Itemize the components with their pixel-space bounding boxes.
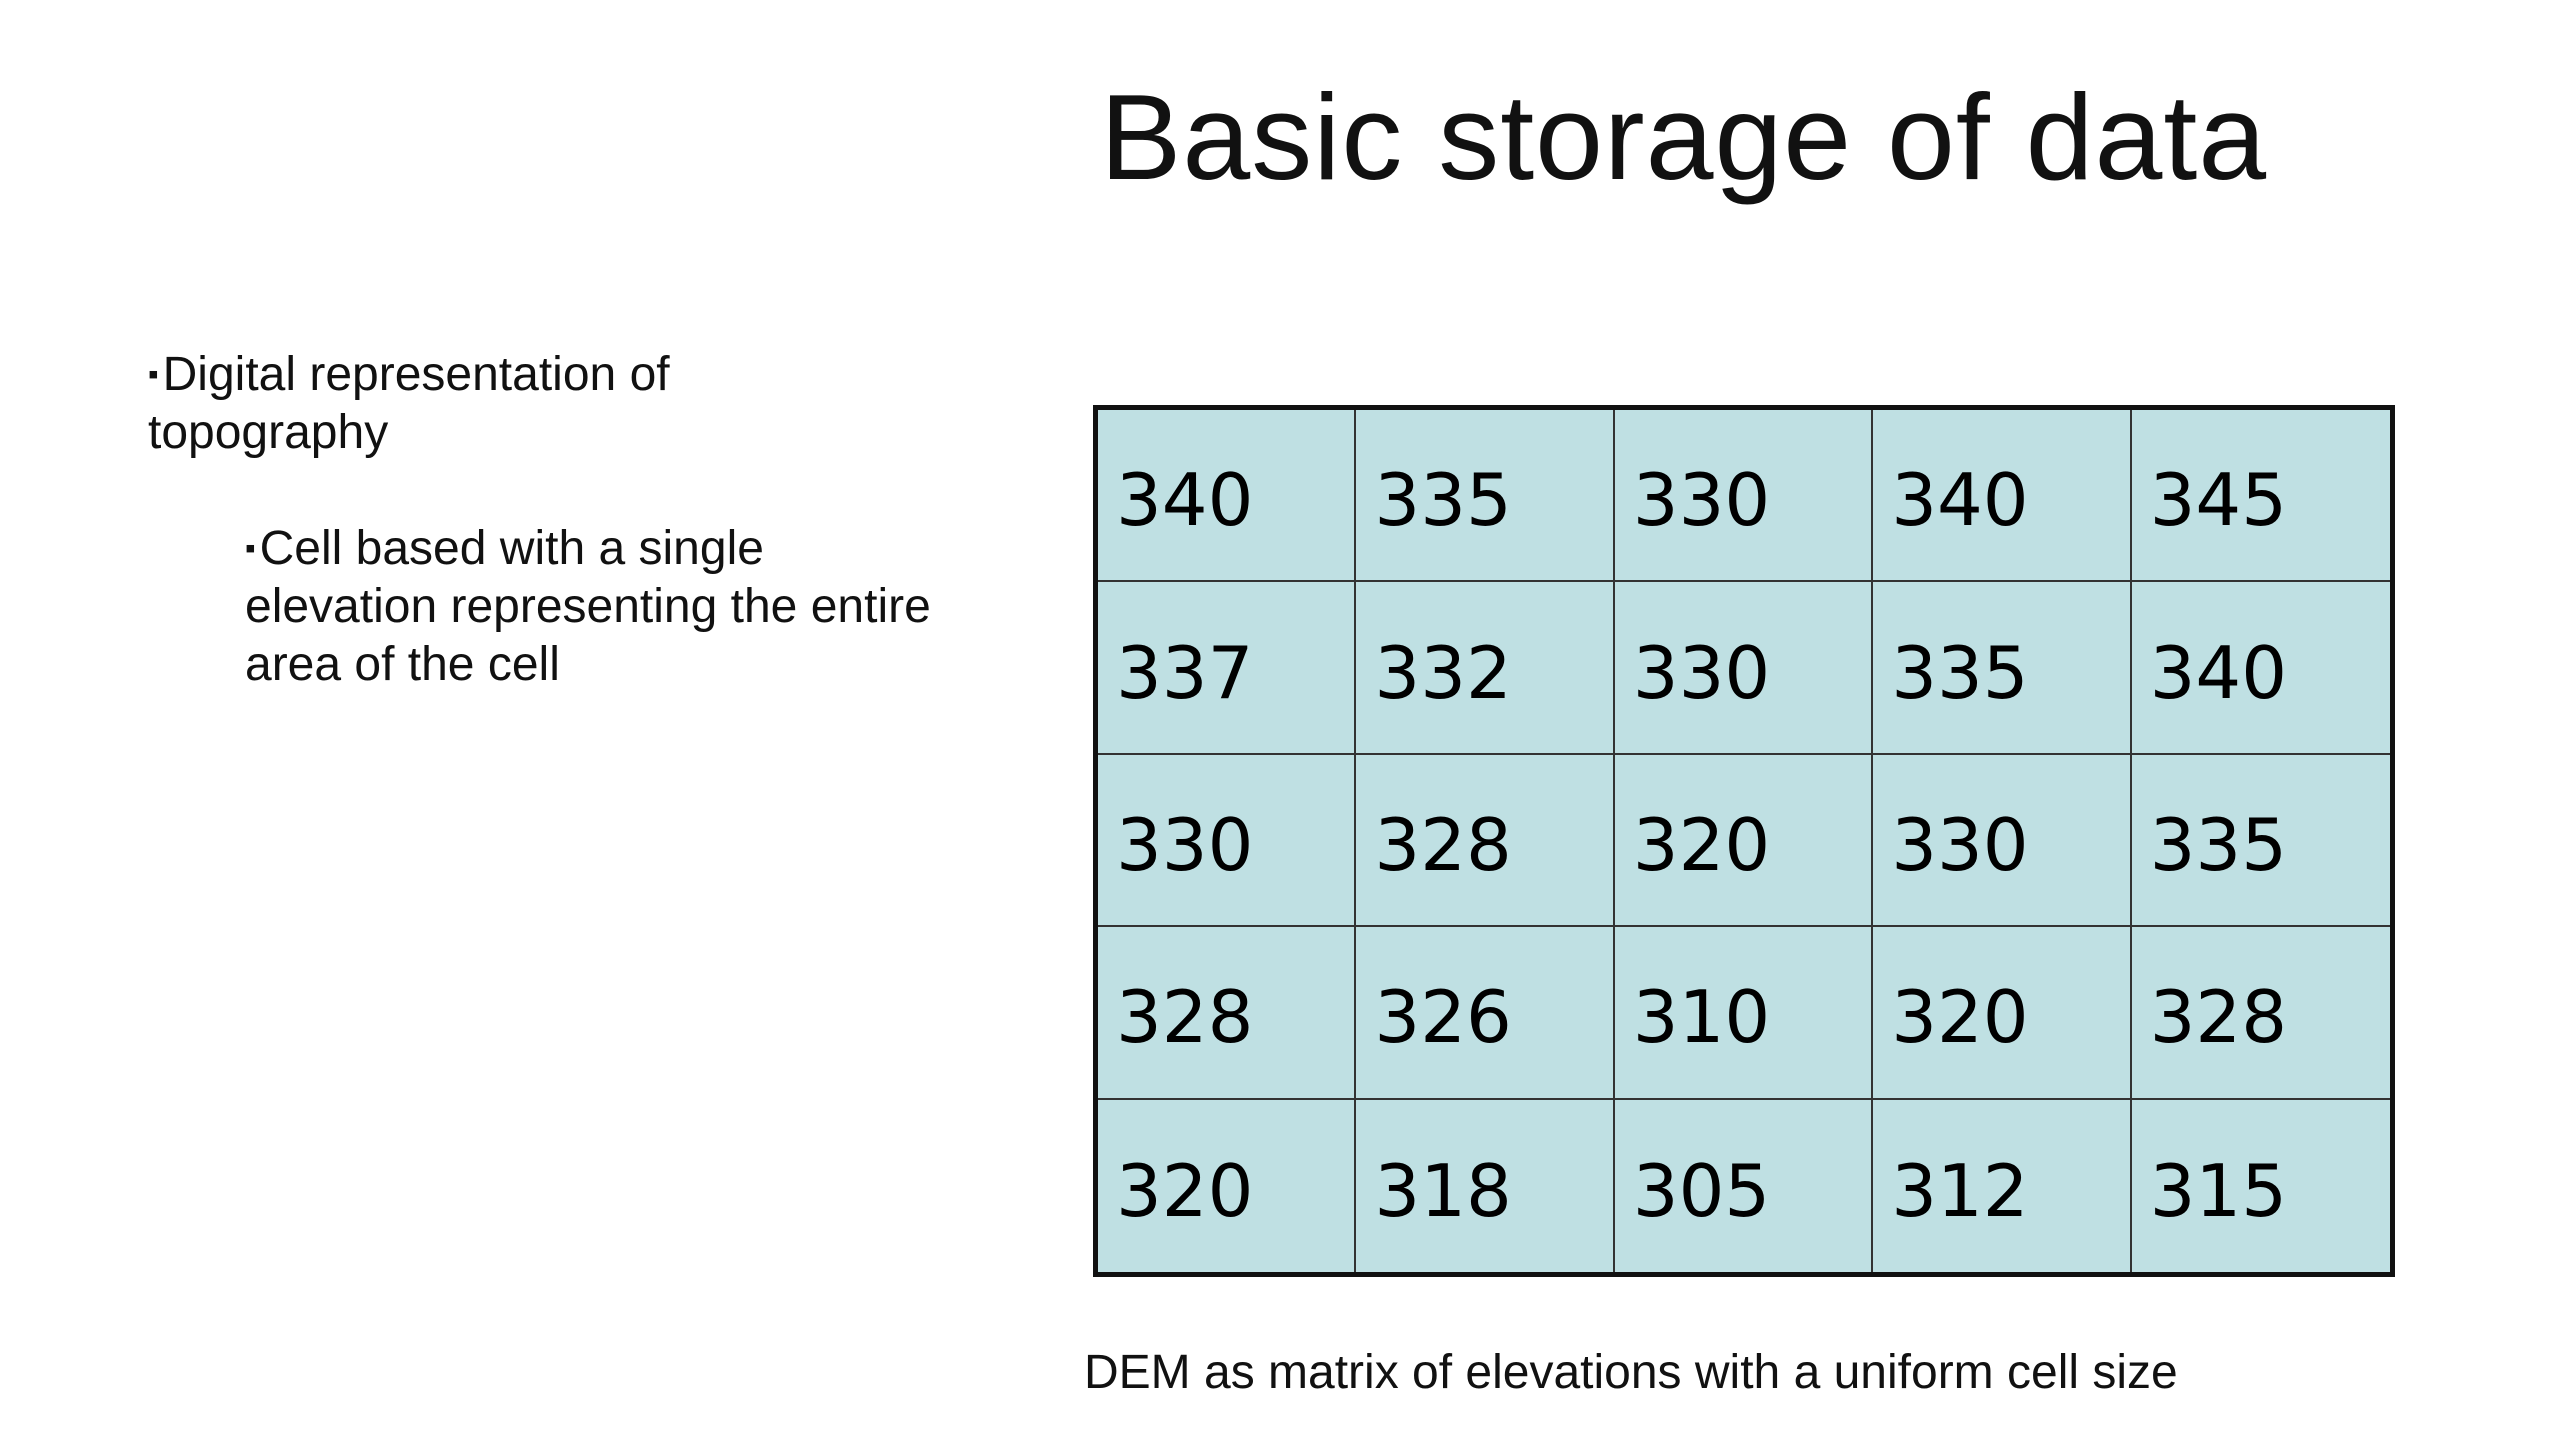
matrix-cell: 320 [1098,1100,1356,1272]
matrix-cell: 337 [1098,582,1356,754]
bullet-text: Digital representation of topography [148,348,670,459]
matrix-cell: 340 [2132,582,2390,754]
matrix-cell: 318 [1356,1100,1614,1272]
matrix-cell: 305 [1615,1100,1873,1272]
matrix-cell: 310 [1615,927,1873,1099]
square-bullet-icon: ▪ [148,358,159,391]
matrix-cell: 330 [1098,755,1356,927]
matrix-cell: 328 [1098,927,1356,1099]
matrix-cell: 335 [2132,755,2390,927]
matrix-cell: 328 [2132,927,2390,1099]
matrix-cell: 326 [1356,927,1614,1099]
matrix-cell: 330 [1615,410,1873,582]
matrix-cell: 335 [1873,582,2131,754]
bullet-digital-representation [148,346,868,462]
matrix-cell: 320 [1873,927,2131,1099]
bullet-cell-based [245,520,945,694]
elevation-matrix-table [1093,405,2395,1277]
matrix-cell: 345 [2132,410,2390,582]
matrix-cell: 315 [2149,1148,2288,1233]
matrix-cell: 335 [1356,410,1614,582]
matrix-cell: 320 [1615,755,1873,927]
square-bullet-icon: ▪ [245,532,256,565]
matrix-cell: 332 [1356,582,1614,754]
matrix-caption: DEM as matrix of elevations with a uniform cell size [1084,1346,2178,1399]
matrix-cell: 330 [1873,755,2131,927]
slide-title: Basic storage of data [1100,69,2268,205]
matrix-cell: 340 [1098,410,1356,582]
matrix-cell: 330 [1615,582,1873,754]
matrix-cell: 312 [1873,1100,2131,1272]
bullet-text: Cell based with a single elevation representing the entire area of the cell [245,522,931,691]
matrix-cell: 340 [1873,410,2131,582]
matrix-cell: 328 [1356,755,1614,927]
